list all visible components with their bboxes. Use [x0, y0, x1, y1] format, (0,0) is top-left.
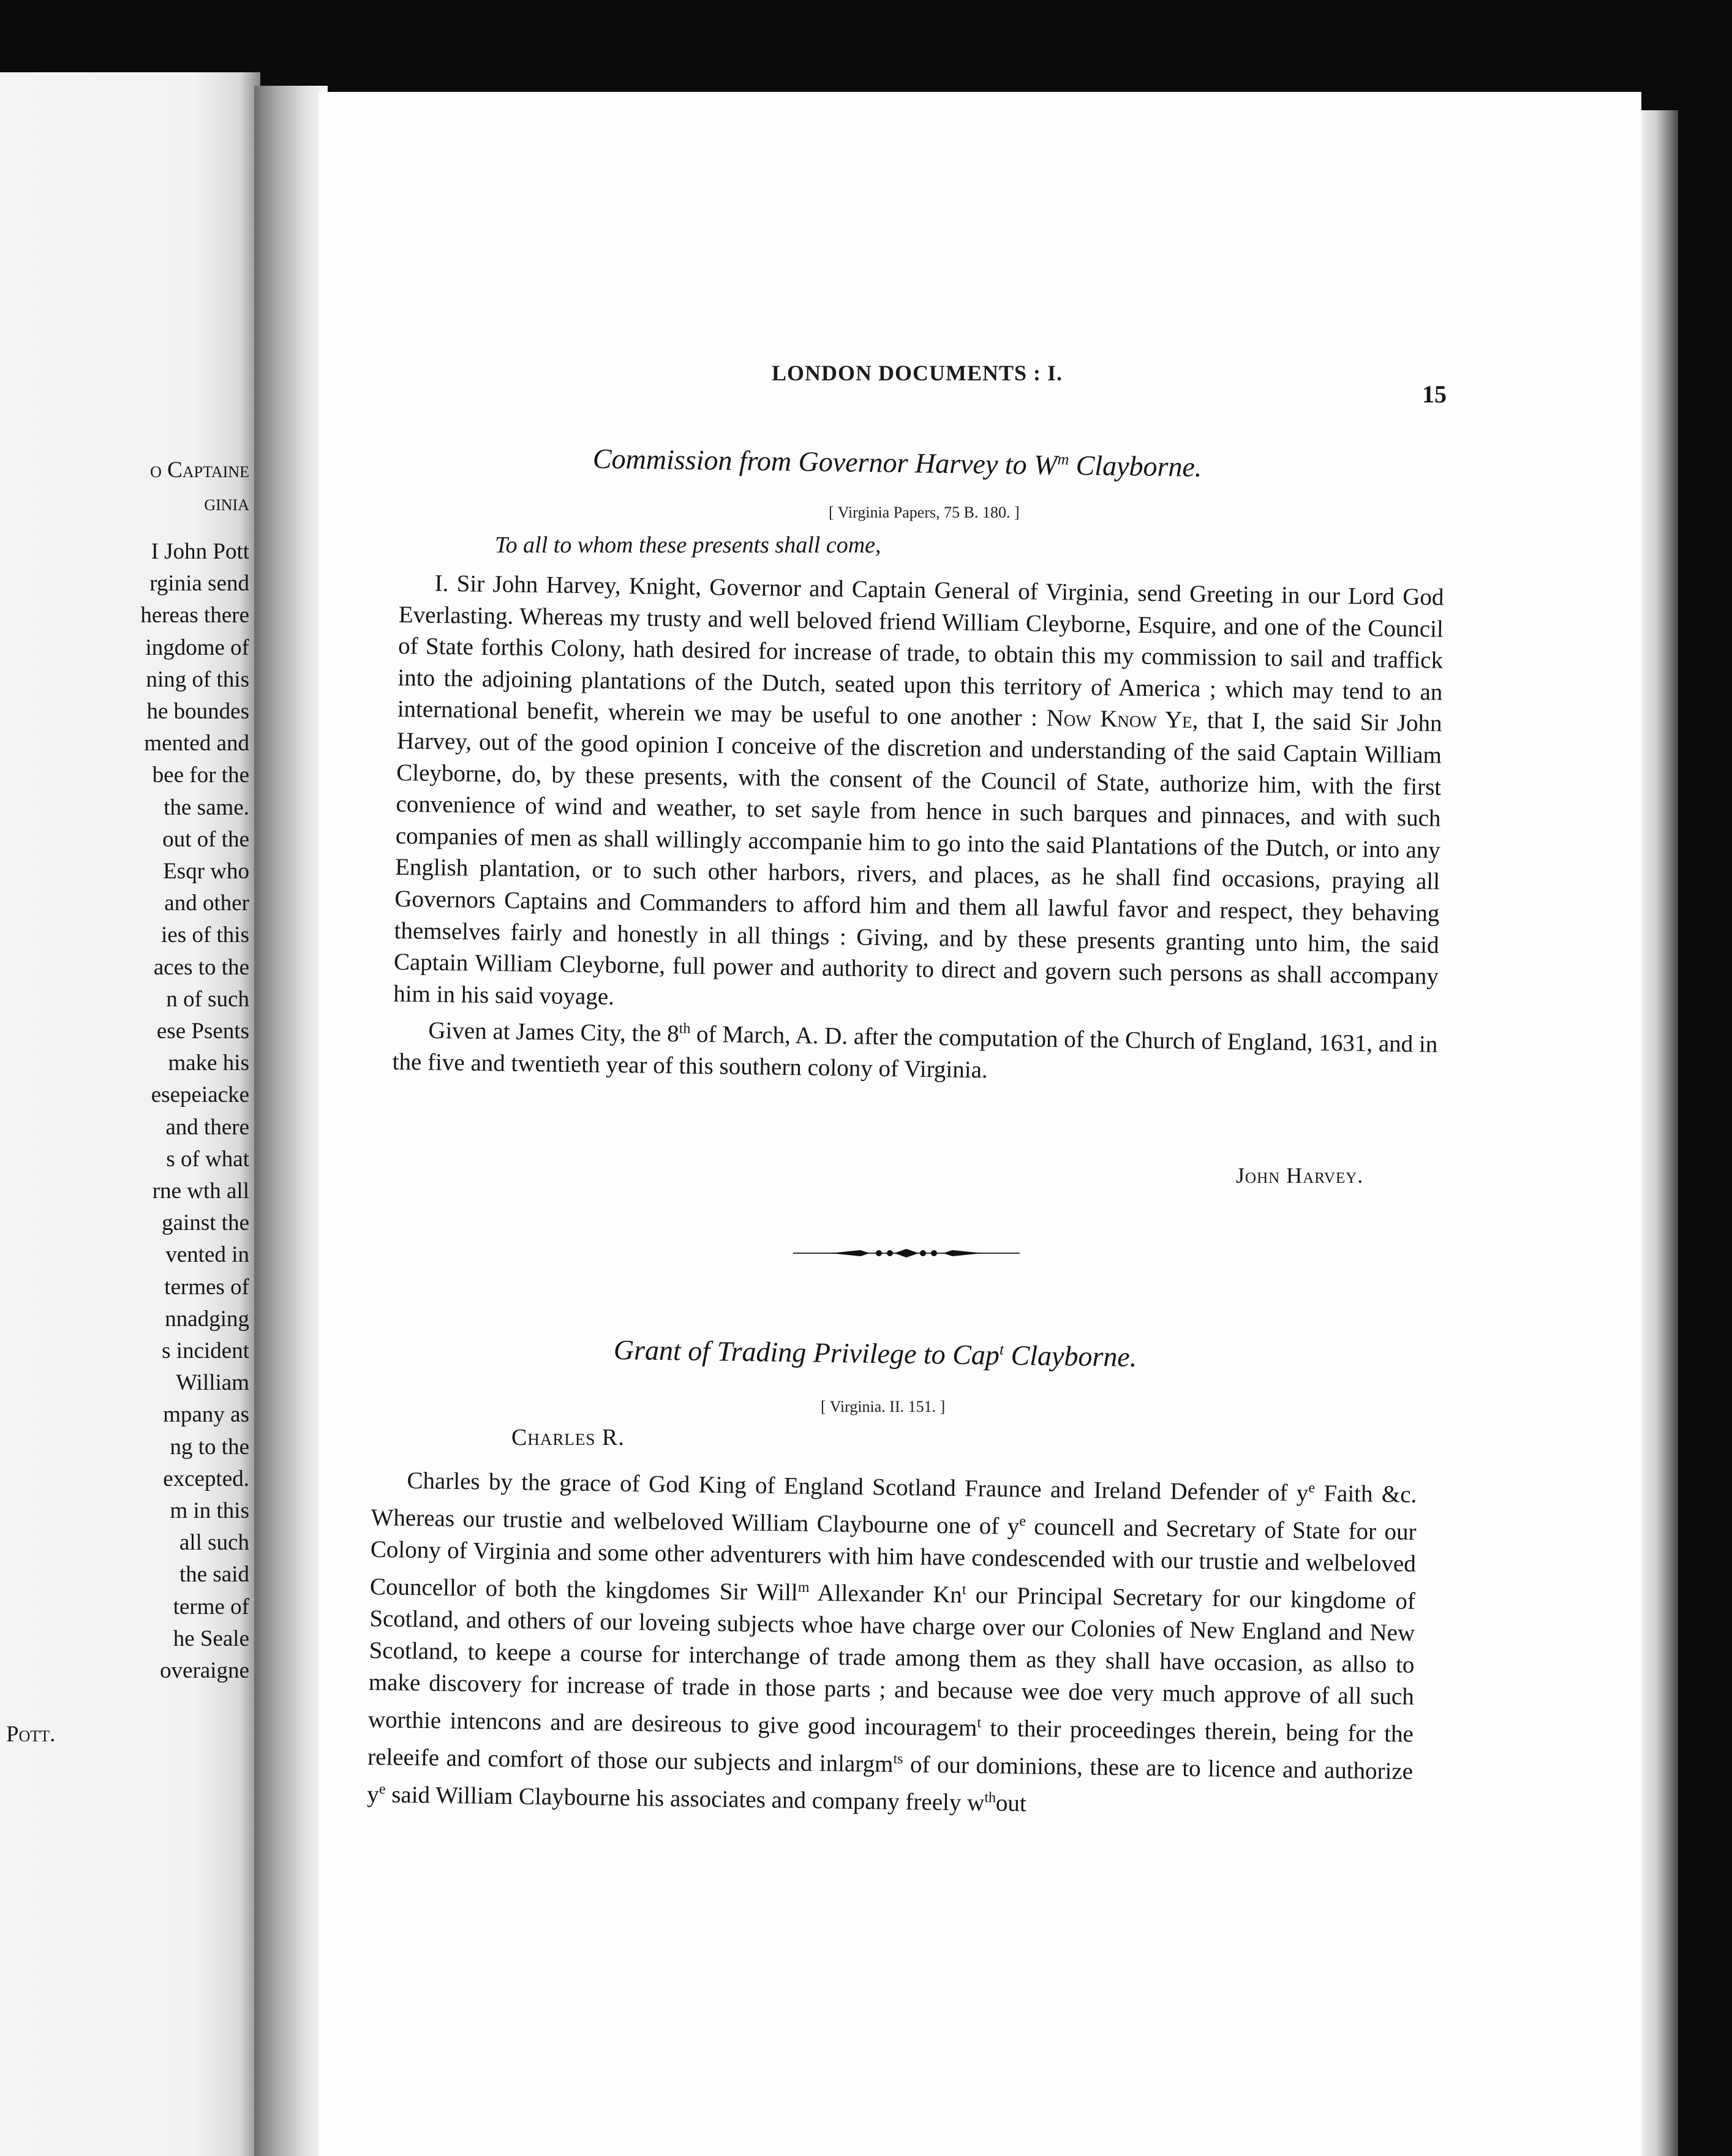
- commission-text-b: that I, the said Sir John Harvey, out of the good opinion I conceive of the discretion and understanding of the said Captain William Cleyborne, do, by these presents, with the consent of the Council of State, authorize him, with the first convenience of wind and weather, to set sayle from hence in such barques and pinnaces, and with such companies of men as shall willingly accompanie him to go into the said Plantations of the Dutch, or into any English plantation, or to such other harbors, rivers, and places, as he shall find occasions, praying all Governors Captains and Commanders to afford him and them all lawful favor and respect, they behaving themselves fairly and honestly in all things : Giving, and by these presents granting unto him, the said Captain William Cleyborne, full power and authority to direct and govern such persons as shall accompany him in his said voyage.: [393, 707, 1442, 1010]
- grant-speaker: Charles R.: [511, 1425, 625, 1450]
- left-page-line: mpany as: [163, 1402, 249, 1428]
- left-page-line: s of what: [166, 1146, 249, 1172]
- grant-sup-4: t: [962, 1581, 966, 1598]
- page-edge: [1641, 110, 1678, 2156]
- left-page-line: rne wth all: [152, 1178, 249, 1204]
- grant-title-superscript: t: [999, 1340, 1004, 1359]
- left-facing-page: [0, 72, 260, 2156]
- left-page-line: the same.: [164, 794, 249, 820]
- left-page-line: excepted.: [163, 1466, 249, 1491]
- left-page-line: Esqr who: [163, 859, 249, 884]
- commission-title-text: Commission from Governor Harvey to W: [592, 443, 1058, 481]
- grant-sup-8: th: [984, 1790, 996, 1806]
- running-head: LONDON DOCUMENTS : I.: [772, 361, 1063, 385]
- grant-text-3: councell and Secretary of State for our Colony of Virginia and some other adventurers with him have condescended with our trustie and welbeloved Councellor of both the kingdomes Sir Will: [369, 1513, 1417, 1606]
- left-page-line: ese Psents: [156, 1019, 249, 1044]
- commission-date-superscript: th: [679, 1020, 691, 1038]
- left-page-line: and there: [165, 1114, 249, 1140]
- left-page-line: n of such: [166, 986, 249, 1012]
- commission-date-a: Given at James City, the 8: [428, 1017, 679, 1047]
- commission-title-superscript: m: [1057, 450, 1069, 469]
- grant-sup-6: ts: [893, 1751, 903, 1768]
- grant-body: [367, 1459, 1417, 1825]
- grant-text-7: of our dominions, these are to licence and authorize y: [367, 1751, 1414, 1808]
- grant-sup-7: e: [378, 1781, 386, 1798]
- left-page-line: hereas there: [140, 603, 249, 628]
- left-page-line: make his: [168, 1050, 249, 1076]
- left-page-line: aces to the: [153, 954, 249, 980]
- ornament-divider: [793, 1245, 1020, 1261]
- left-page-line: termes of: [164, 1274, 249, 1300]
- grant-source: [ Virginia. II. 151. ]: [821, 1398, 946, 1415]
- left-page-line: William: [176, 1370, 249, 1396]
- commission-paragraph-1: [393, 567, 1444, 1024]
- commission-source: [ Virginia Papers, 75 B. 180. ]: [829, 503, 1020, 521]
- left-page-line: ng to the: [170, 1434, 249, 1460]
- left-page-line: esepeiacke: [151, 1082, 249, 1108]
- left-page-line: I John Pott: [151, 539, 249, 564]
- grant-paragraph: [367, 1459, 1417, 1825]
- left-page-line: the said: [179, 1562, 249, 1588]
- commission-paragraph-2: [392, 1009, 1437, 1092]
- grant-title-text: Grant of Trading Privilege to Cap: [613, 1334, 1000, 1371]
- grant-text-4: Allexander Kn: [809, 1579, 963, 1608]
- left-page-line: ginia: [204, 491, 249, 516]
- book-gutter: [254, 86, 328, 2156]
- left-page-line: nnadging: [165, 1306, 249, 1332]
- left-page-line: mented and: [144, 731, 249, 756]
- left-page-line: all such: [179, 1530, 249, 1556]
- commission-text-a: I. Sir John Harvey, Knight, Governor and Captain General of Virginia, send Greeting in our Lord God Everlasting. Whereas my trusty and well beloved friend William Cleyborne, Esquire, and one of the Council of State forthis Colony, hath desired for increase of trade, to obtain this my commission to sail and traffick into the adjoining plantations of the Dutch, seated upon this territory of America ; which may tend to an international benefit, wherein we may be useful to one another :: [397, 570, 1444, 731]
- grant-text-9: out: [995, 1790, 1027, 1817]
- left-page-line: ingdome of: [145, 635, 249, 660]
- left-page-line: and other: [164, 891, 249, 916]
- grant-sup-3: m: [797, 1579, 810, 1596]
- commission-salutation: To all to whom these presents shall come,: [495, 532, 881, 558]
- left-page-line: terme of: [173, 1594, 249, 1619]
- left-page-line: ning of this: [146, 666, 249, 692]
- grant-text-6: to their proceedinges therein, being for the releeife and comfort of those our subjects and inlargm: [367, 1714, 1414, 1777]
- grant-text-5: our Principal Secretary for our kingdome of Scotland, and others of our loveing subjects whoe have charge over our Colonies of New England and New Scotland, to keepe a course for interchange of trade among them as they shall have occasion, as allso to make discovery for increase of trade in those parts ; and because wee doe very much approve of all such worthie intencons and are desireous to give good incouragem: [367, 1581, 1416, 1741]
- grant-text-2: Faith &c. Whereas our trustie and welbeloved William Claybourne one of y: [371, 1480, 1417, 1540]
- commission-title-end: Clayborne.: [1068, 449, 1202, 483]
- left-page-line: rginia send: [149, 571, 249, 597]
- grant-sup-5: t: [977, 1714, 982, 1731]
- commission-now-know-ye: Now Know Ye,: [1046, 705, 1199, 734]
- commission-signature: John Harvey.: [1236, 1163, 1364, 1188]
- left-page-line: m in this: [170, 1498, 249, 1523]
- left-page-line: s incident: [162, 1338, 249, 1363]
- left-page-line: ies of this: [161, 922, 249, 948]
- left-page-line: Pott.: [6, 1722, 56, 1747]
- left-page-line: out of the: [162, 826, 249, 852]
- commission-body: [392, 567, 1444, 1092]
- left-page-line: gainst the: [162, 1210, 249, 1236]
- commission-date-b: of March, A. D. after the computation of the Church of England, 1631, and in the five and twentieth year of this southern colony of Virginia.: [392, 1021, 1438, 1084]
- grant-text-8: said William Claybourne his associates and company freely w: [385, 1781, 985, 1817]
- left-page-line: overaigne: [160, 1658, 249, 1683]
- left-page-line: bee for the: [152, 763, 249, 788]
- left-page-line: o Captaine: [150, 458, 249, 483]
- left-page-line: he boundes: [146, 699, 249, 724]
- grant-title-end: Clayborne.: [1003, 1339, 1137, 1373]
- left-page-line: vented in: [165, 1242, 249, 1268]
- left-page-line: he Seale: [173, 1626, 249, 1651]
- grant-sup-1: e: [1308, 1480, 1316, 1496]
- grant-sup-2: e: [1019, 1513, 1026, 1529]
- page-number: 15: [1422, 380, 1447, 408]
- grant-text-1: Charles by the grace of God King of England Scotland Fraunce and Ireland Defender of y: [407, 1467, 1309, 1507]
